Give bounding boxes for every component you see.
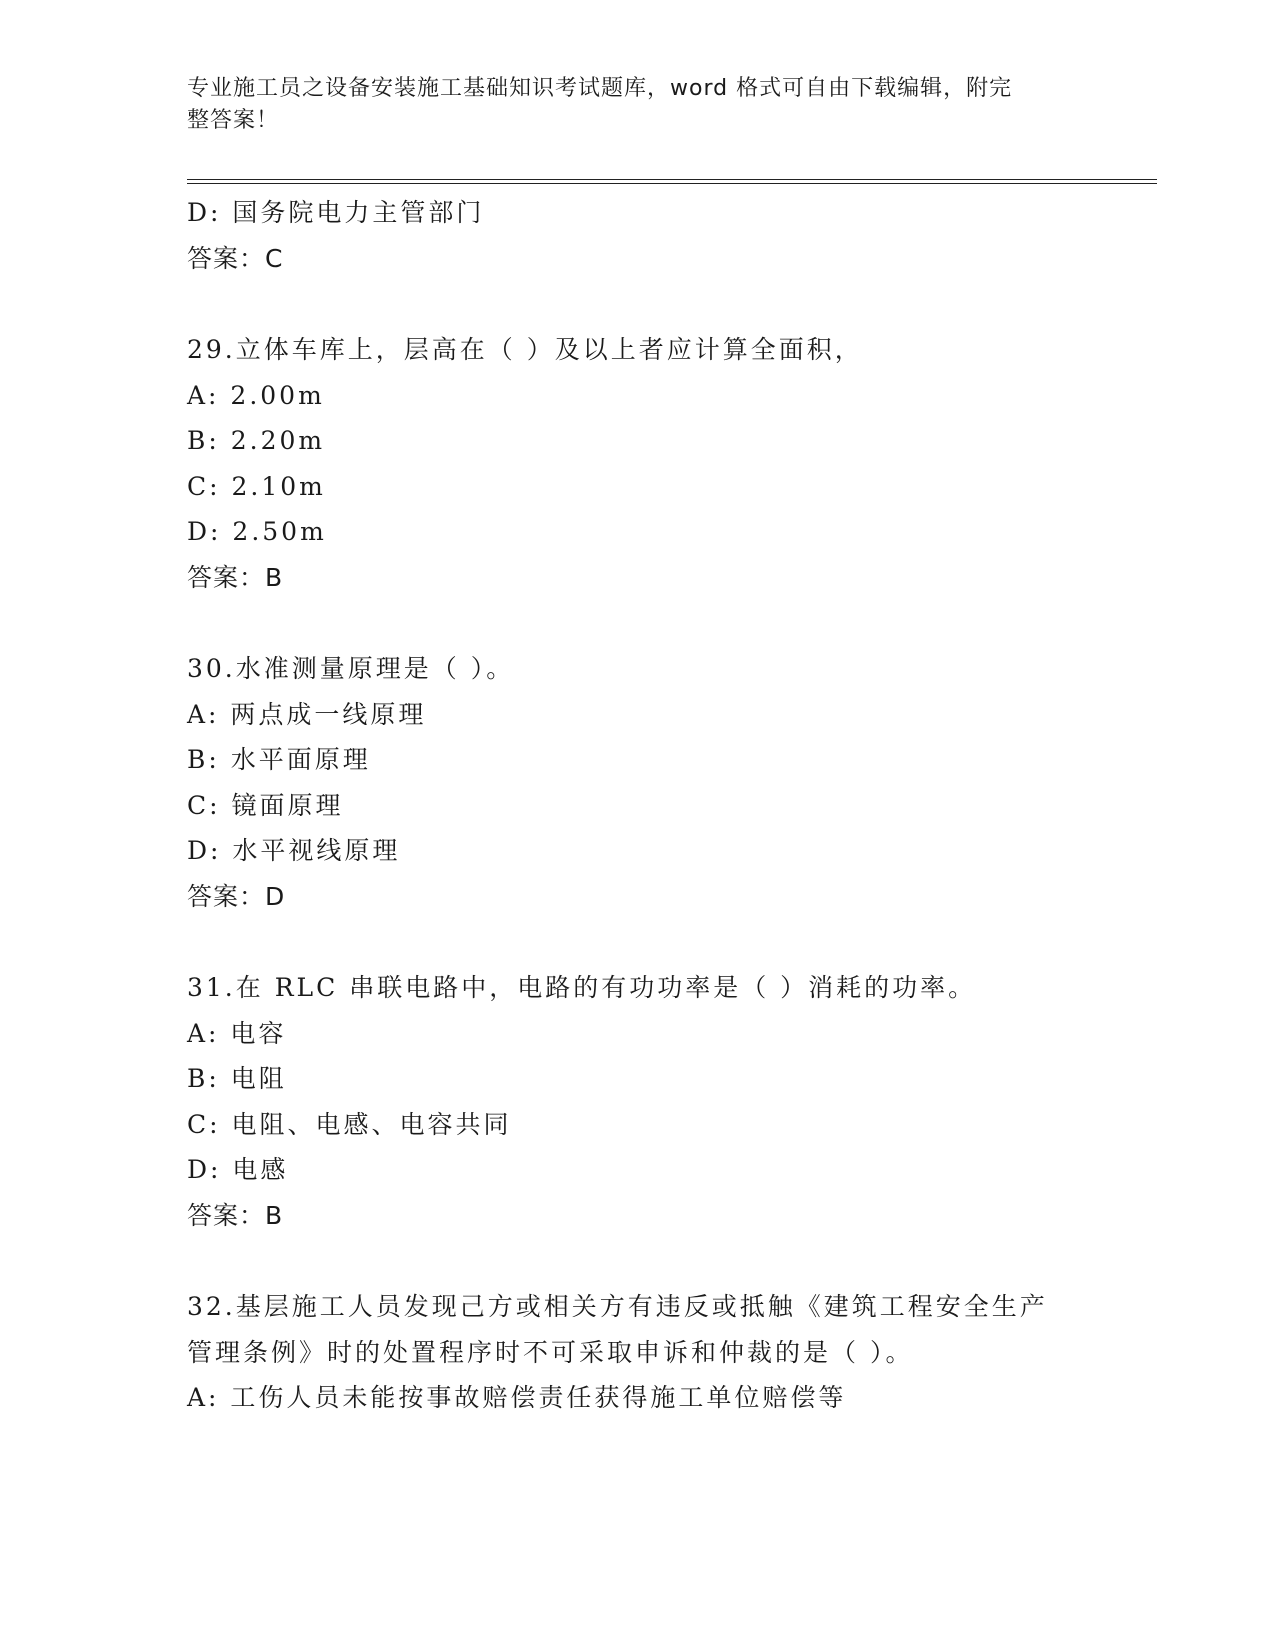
question-stem: 31.在 RLC 串联电路中，电路的有功功率是（ ）消耗的功率。 bbox=[187, 973, 977, 1002]
prev-option-d: D: 国务院电力主管部门 bbox=[187, 198, 485, 227]
header-line-2: 整答案！ bbox=[187, 108, 280, 133]
spacer bbox=[187, 1238, 1087, 1284]
question-stem: 30.水准测量原理是（ ）。 bbox=[187, 654, 515, 683]
question-30 bbox=[187, 646, 1087, 919]
spacer bbox=[187, 281, 1087, 327]
option-d: D: 2.50m bbox=[187, 517, 327, 546]
option-c: C: 镜面原理 bbox=[187, 790, 344, 820]
option-a: A: 电容 bbox=[187, 1018, 287, 1048]
option-c: C: 2.10m bbox=[187, 471, 326, 501]
option-b: B: 2.20m bbox=[187, 426, 326, 455]
question-32 bbox=[187, 1284, 1087, 1421]
question-29 bbox=[187, 327, 1087, 600]
header-line-1: 专业施工员之设备安装施工基础知识考试题库，word 格式可自由下载编辑，附完 bbox=[187, 76, 1013, 101]
option-d: D: 水平视线原理 bbox=[187, 836, 401, 865]
option-a: A: 2.00m bbox=[187, 380, 325, 410]
question-31 bbox=[187, 965, 1087, 1238]
spacer bbox=[187, 600, 1087, 646]
answer: 答案：B bbox=[187, 562, 284, 592]
option-c: C: 电阻、电感、电容共同 bbox=[187, 1109, 512, 1139]
option-a: A: 两点成一线原理 bbox=[187, 699, 427, 729]
prev-answer: 答案：C bbox=[187, 243, 284, 273]
question-stem-line-1: 32.基层施工人员发现己方或相关方有违反或抵触《建筑工程安全生产 bbox=[187, 1292, 1048, 1321]
answer: 答案：B bbox=[187, 1200, 284, 1230]
header-rule-bottom bbox=[187, 183, 1157, 184]
question-stem-line-2: 管理条例》时的处置程序时不可采取申诉和仲裁的是（ ）。 bbox=[187, 1337, 914, 1367]
header-rule-top bbox=[187, 179, 1157, 180]
document-header bbox=[187, 73, 1067, 137]
question-list bbox=[187, 190, 1087, 1421]
option-b: B: 电阻 bbox=[187, 1064, 287, 1093]
spacer bbox=[187, 919, 1087, 965]
option-b: B: 水平面原理 bbox=[187, 745, 371, 774]
option-d: D: 电感 bbox=[187, 1155, 289, 1184]
option-a: A: 工伤人员未能按事故赔偿责任获得施工单位赔偿等 bbox=[187, 1383, 847, 1412]
answer: 答案：D bbox=[187, 881, 286, 911]
question-stem: 29.立体车库上，层高在（ ）及以上者应计算全面积， bbox=[187, 335, 863, 364]
